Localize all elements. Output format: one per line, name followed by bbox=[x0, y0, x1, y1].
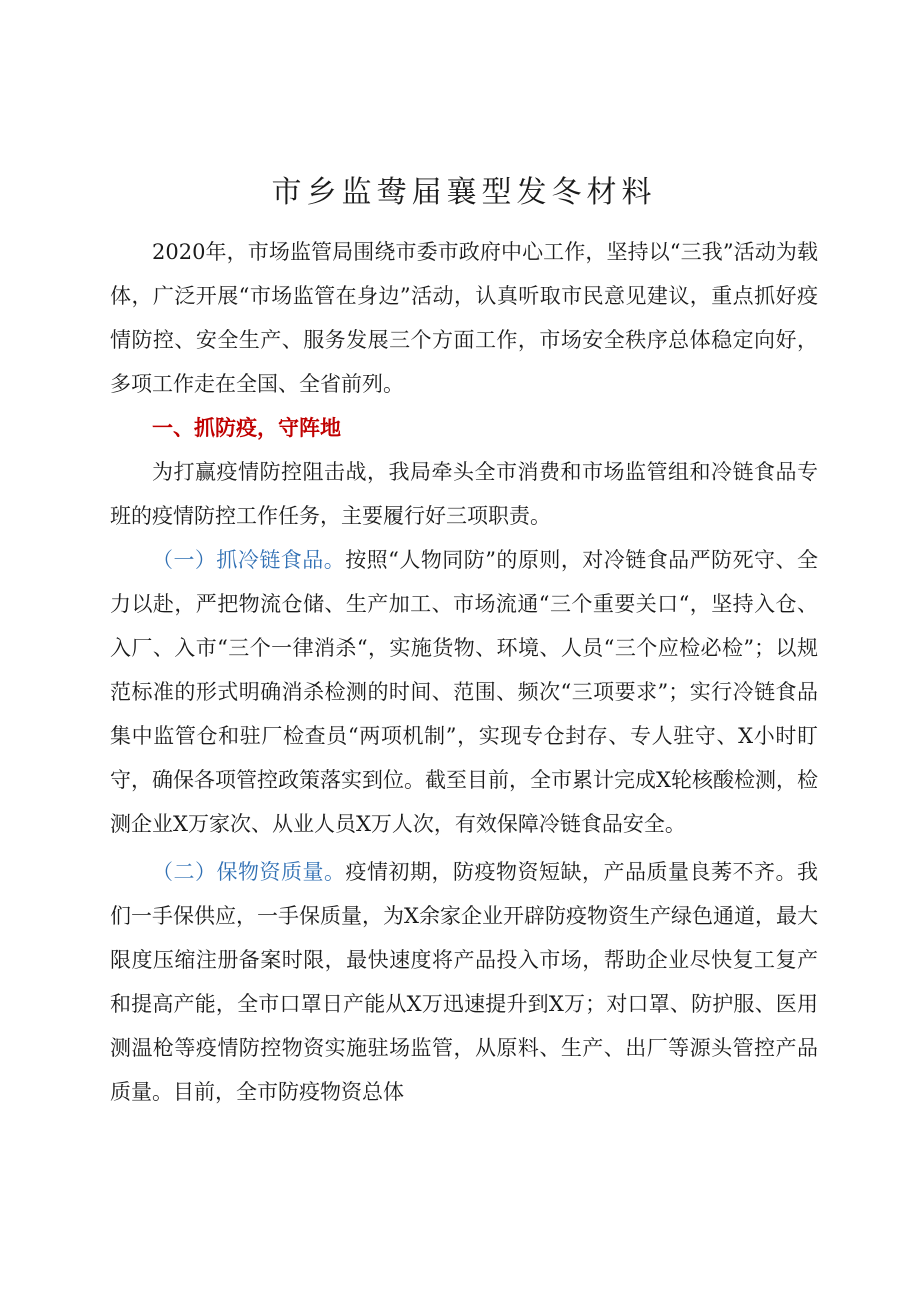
document-title: 市乡监鸯届襄型发冬材料 bbox=[271, 175, 657, 210]
item-paragraph-cold-chain bbox=[110, 538, 818, 846]
intro-paragraph: 2020年，市场监管局围绕市委市政府中心工作，坚持以“三我”活动为载体，广泛开展“市场监管在身边”活动，认真听取市民意见建议，重点抓好疫情防控、安全生产、服务发展三个方面工作，市场安全秩序总体稳定向好，多项工作走在全国、全省前列。 bbox=[110, 240, 818, 396]
subheading-cold-chain: （一）抓冷链食品。 bbox=[152, 548, 346, 572]
item-paragraph-supplies bbox=[110, 850, 818, 1114]
item-text-cold-chain: 按照“人物同防”的原则，对冷链食品严防死守、全力以赴，严把物流仓储、生产加工、市场流通“三个重要关口“，坚持入仓、入厂、入市“三个一律消杀“，实施货物、环境、人员“三个应检必检”；以规范标准的形式明确消杀检测的时间、范围、频次“三项要求”；实行冷链食品集中监管仓和驻厂检查员“两项机制”，实现专仓封存、专人驻守、X小时盯守，确保各项管控政策落实到位。截至目前，全市累计完成X轮核酸检测，检测企业X万家次、从业人员X万人次，有效保障冷链食品安全。 bbox=[110, 548, 818, 836]
subheading-supplies: （二）保物资质量。 bbox=[152, 860, 346, 884]
document-page bbox=[110, 162, 818, 1114]
section-intro-paragraph: 为打赢疫情防控阻击战，我局牵头全市消费和市场监管组和冷链食品专班的疫情防控工作任务，主要履行好三项职责。 bbox=[110, 460, 818, 528]
section-heading: 一、抓防疫，守阵地 bbox=[152, 416, 341, 440]
item-text-supplies: 疫情初期，防疫物资短缺，产品质量良莠不齐。我们一手保供应，一手保质量，为X余家企业开辟防疫物资生产绿色通道，最大限度压缩注册备案时限，最快速度将产品投入市场，帮助企业尽快复工复产和提高产能，全市口罩日产能从X万迅速提升到X万；对口罩、防护服、医用测温枪等疫情防控物资实施驻场监管，从原料、生产、出厂等源头管控产品质量。目前，全市防疫物资总体 bbox=[110, 860, 818, 1104]
